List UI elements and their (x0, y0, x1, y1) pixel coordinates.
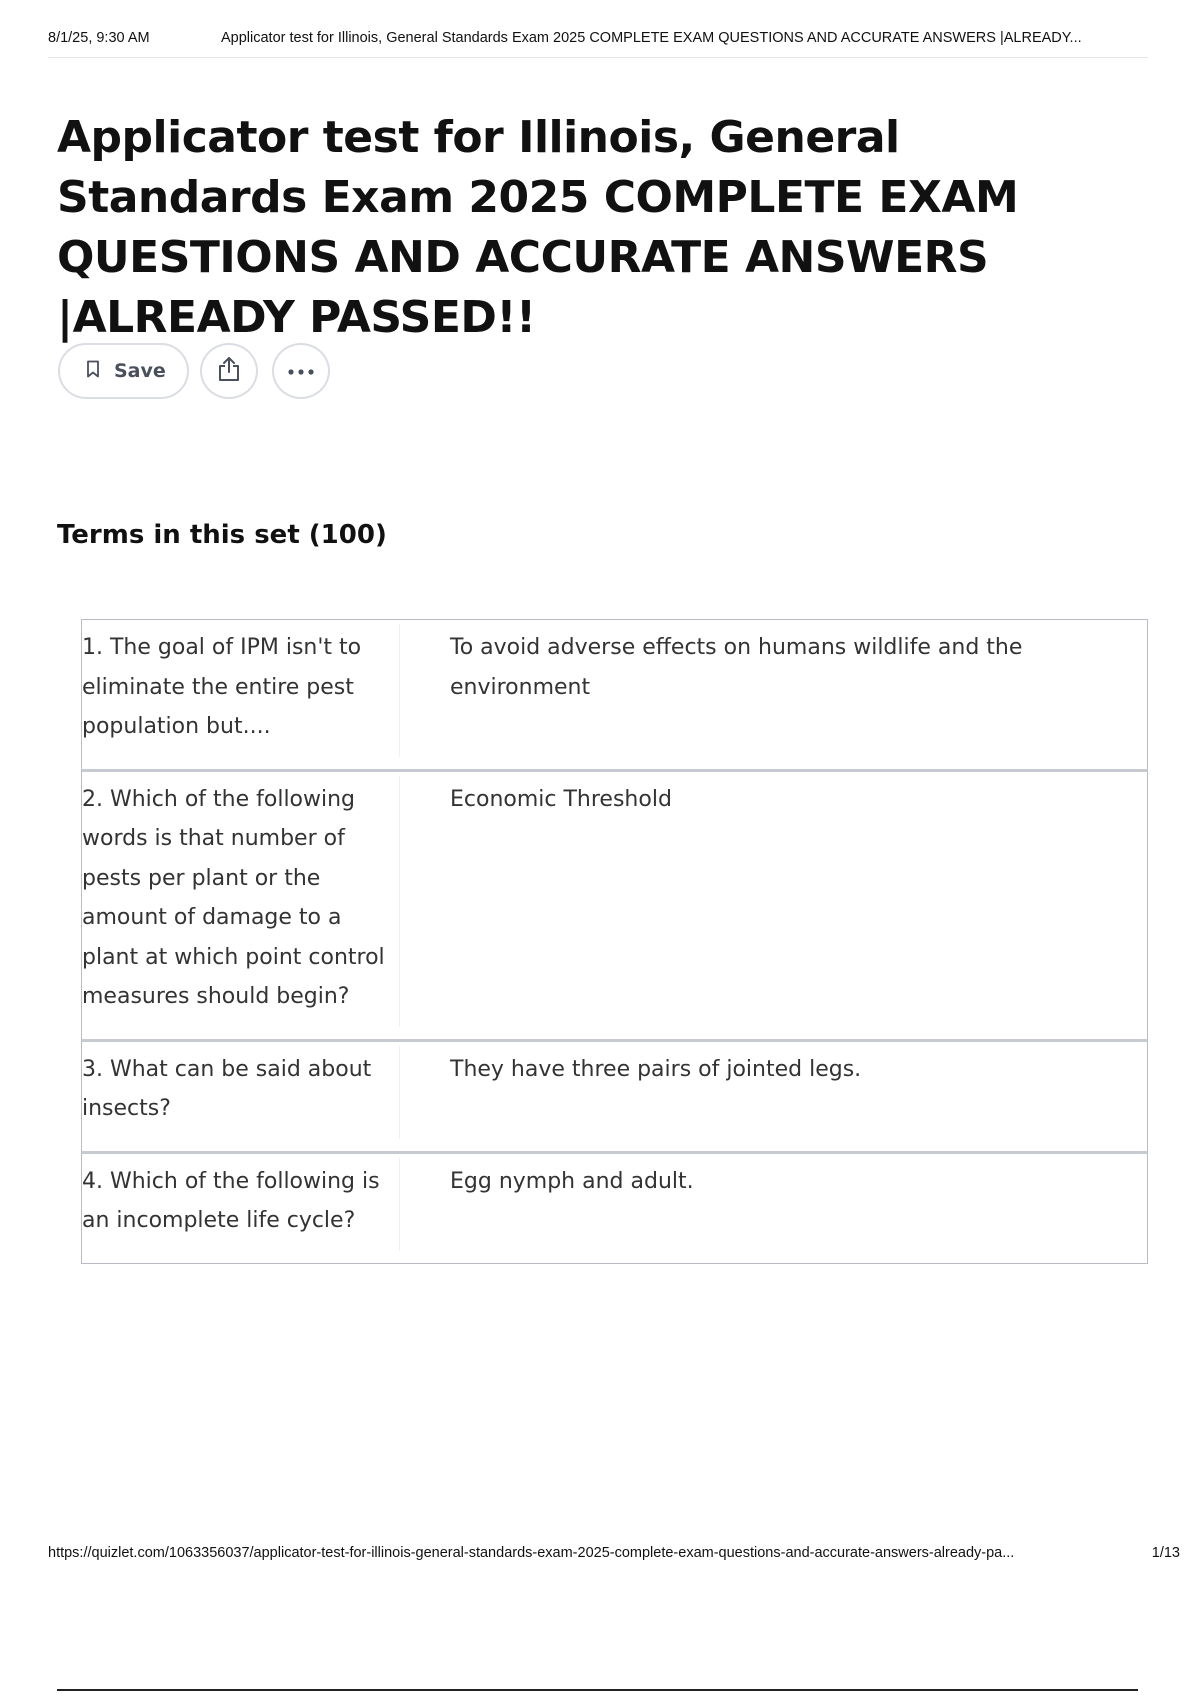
print-header (48, 30, 1180, 52)
save-button[interactable] (58, 343, 189, 399)
more-icon (288, 362, 314, 380)
definition-text: Economic Threshold (450, 786, 672, 812)
definition-text: They have three pairs of jointed legs. (450, 1056, 862, 1082)
term-row (81, 769, 1148, 1039)
print-footer (48, 1545, 1180, 1567)
definition-text: To avoid adverse effects on humans wildlife and the environment (450, 635, 1023, 700)
save-button-label: Save (114, 360, 166, 382)
terms-heading: Terms in this set (100) (57, 520, 387, 550)
print-url: https://quizlet.com/1063356037/applicator-test-for-illinois-general-standards-exam-2025-complete-exam-questions-and-accurate-answers-already-pa... (48, 1545, 1015, 1561)
page-number: 1/13 (1151, 1545, 1180, 1561)
more-options-button[interactable] (272, 343, 330, 399)
term-text: 3. What can be said about insects? (82, 1046, 400, 1139)
term-row (81, 1039, 1148, 1151)
bottom-divider (57, 1689, 1138, 1691)
print-doc-title: Applicator test for Illinois, General Standards Exam 2025 COMPLETE EXAM QUESTIONS AND ACCURATE ANSWERS |ALREADY... (221, 30, 1082, 46)
bookmark-icon (86, 360, 100, 383)
term-row (81, 1151, 1148, 1264)
term-row (81, 619, 1148, 769)
term-text: 2. Which of the following words is that number of pests per plant or the amount of damage to a plant at which point control measures should begin? (82, 776, 400, 1027)
page-title: Applicator test for Illinois, General Standards Exam 2025 COMPLETE EXAM QUESTIONS AND ACCURATE ANSWERS |ALREADY PASSED!! (57, 112, 1019, 343)
share-button[interactable] (200, 343, 258, 399)
header-divider (48, 57, 1148, 58)
share-icon (217, 356, 241, 387)
print-date: 8/1/25, 9:30 AM (48, 30, 150, 46)
definition-text: Egg nymph and adult. (450, 1168, 694, 1194)
terms-table (81, 619, 1148, 1264)
term-text: 4. Which of the following is an incomplete life cycle? (82, 1158, 400, 1251)
term-text: 1. The goal of IPM isn't to eliminate the entire pest population but.... (82, 624, 400, 757)
